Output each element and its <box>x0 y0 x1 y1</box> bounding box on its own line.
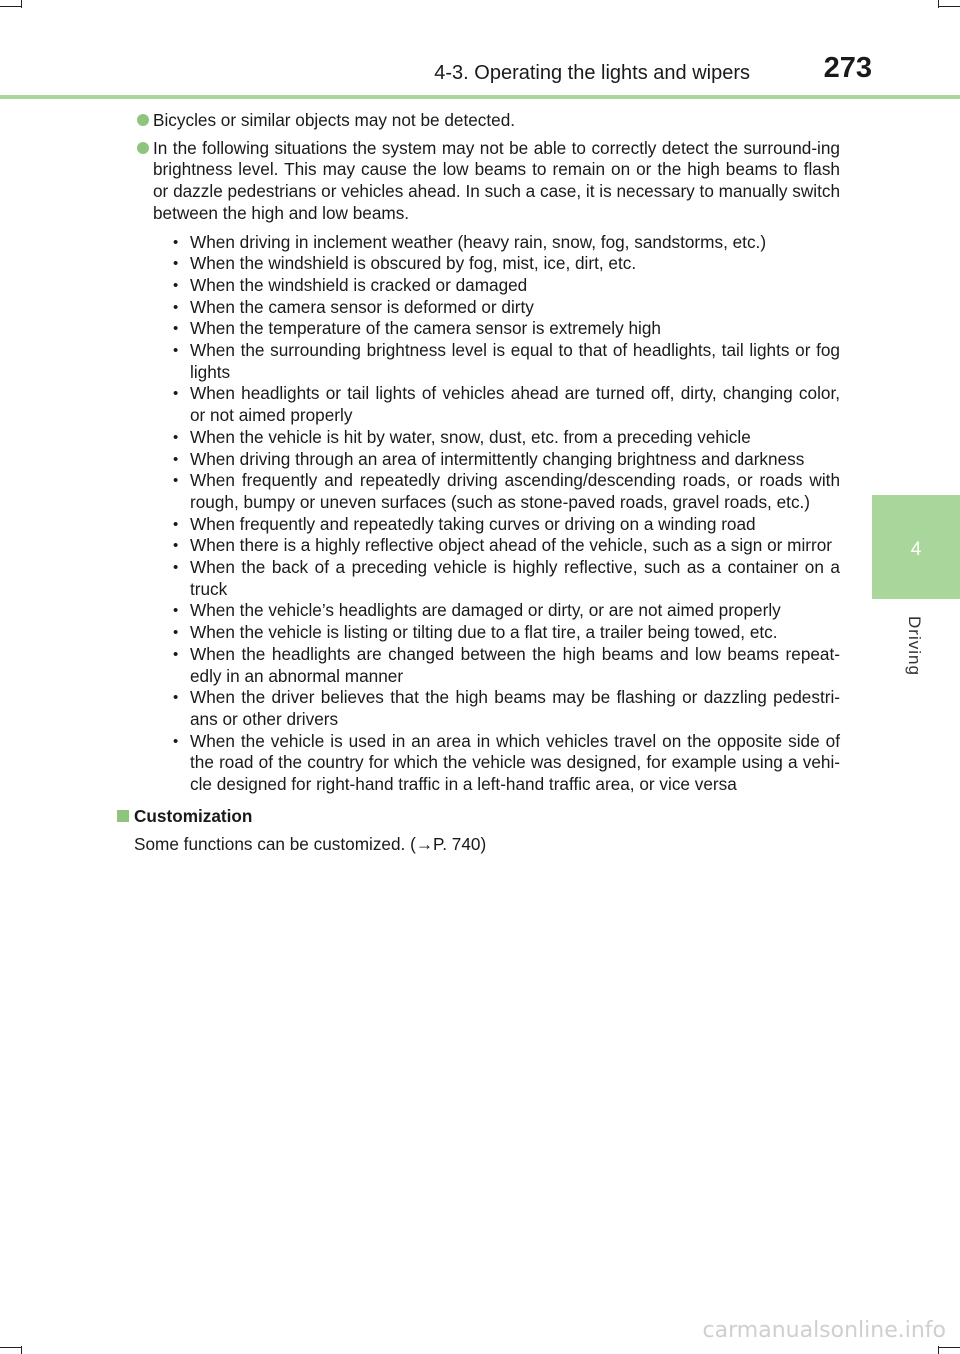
chapter-number: 4 <box>910 539 922 560</box>
crop-mark-top-right-h <box>938 6 960 7</box>
circle-bullet-icon <box>137 114 149 126</box>
section-title: 4-3. Operating the lights and wipers <box>434 62 750 84</box>
header-rule <box>0 95 960 99</box>
situation-list <box>153 232 840 796</box>
item-text: In the following situations the system may not be able to correctly detect the surround-ing brightness level. This may cause the low beams to remain on or the high beams to flash or dazzle pedestrians or vehicles ahead. In such a case, it is necessary to manually switch between the high and low beams. <box>153 137 840 223</box>
page-number: 273 <box>823 52 872 84</box>
item-text: Bicycles or similar objects may not be detected. <box>153 110 516 130</box>
sub-list-item: • When the vehicle’s headlights are damaged or dirty, or are not aimed properly <box>153 600 840 622</box>
sub-list-item: • When there is a highly reflective object ahead of the vehicle, such as a sign or mirror <box>153 535 840 557</box>
sub-list-item: • When the windshield is cracked or damaged <box>153 275 840 297</box>
crop-mark-bottom-left-h <box>0 1347 22 1348</box>
crop-mark-top-left-v <box>21 0 22 8</box>
sub-list-item: • When frequently and repeatedly driving ascending/descending roads, or roads with rough, bumpy or uneven surfaces (such as stone-paved roads, gravel roads, etc.) <box>153 470 840 513</box>
crop-mark-top-left-h <box>0 6 22 7</box>
crop-mark-bottom-left-v <box>21 1346 22 1354</box>
circle-bullet-icon <box>137 142 149 154</box>
customization-text[interactable]: Some functions can be customized. (→P. 740) <box>134 833 487 854</box>
list-item <box>134 138 840 796</box>
sub-list-item: • When frequently and repeatedly taking curves or driving on a winding road <box>153 514 840 536</box>
watermark: carmanualsonline.info <box>702 1318 946 1343</box>
sub-list-item: • When the driver believes that the high beams may be flashing or dazzling pedestri-ans or other drivers <box>153 687 840 730</box>
crop-mark-bottom-right-h <box>938 1347 960 1348</box>
customization-heading <box>134 806 840 828</box>
sub-list-item: • When headlights or tail lights of vehicles ahead are turned off, dirty, changing color, or not aimed properly <box>153 383 840 426</box>
chapter-name: Driving <box>905 616 924 676</box>
sub-list-item: • When the camera sensor is deformed or dirty <box>153 297 840 319</box>
sub-list-item: • When the back of a preceding vehicle is highly reflective, such as a container on a truck <box>153 557 840 600</box>
chapter-tab <box>872 495 960 599</box>
sub-list-item: • When driving in inclement weather (heavy rain, snow, fog, sandstorms, etc.) <box>153 232 840 254</box>
sub-list-item: • When the vehicle is used in an area in which vehicles travel on the opposite side of the road of the country for which the vehicle was designed, for example using a vehi-cle designed for right-hand traffic in a left-hand traffic area, or vice versa <box>153 731 840 796</box>
sub-list-item: • When the vehicle is listing or tilting due to a flat tire, a trailer being towed, etc. <box>153 622 840 644</box>
sub-list-item: • When the windshield is obscured by fog, mist, ice, dirt, etc. <box>153 253 840 275</box>
sub-list-item: • When the temperature of the camera sensor is extremely high <box>153 318 840 340</box>
sub-list-item: • When the headlights are changed between the high beams and low beams repeat-edly in an abnormal manner <box>153 644 840 687</box>
page-content <box>134 110 840 855</box>
sub-list-item: • When the surrounding brightness level is equal to that of headlights, tail lights or fog lights <box>153 340 840 383</box>
heading-text: Customization <box>134 805 253 826</box>
list-item <box>134 110 840 132</box>
sub-list-item: • When driving through an area of intermittently changing brightness and darkness <box>153 449 840 471</box>
square-bullet-icon <box>117 810 129 822</box>
sub-list-item: • When the vehicle is hit by water, snow, dust, etc. from a preceding vehicle <box>153 427 840 449</box>
crop-mark-bottom-right-v <box>938 1346 939 1354</box>
crop-mark-top-right-v <box>938 0 939 8</box>
